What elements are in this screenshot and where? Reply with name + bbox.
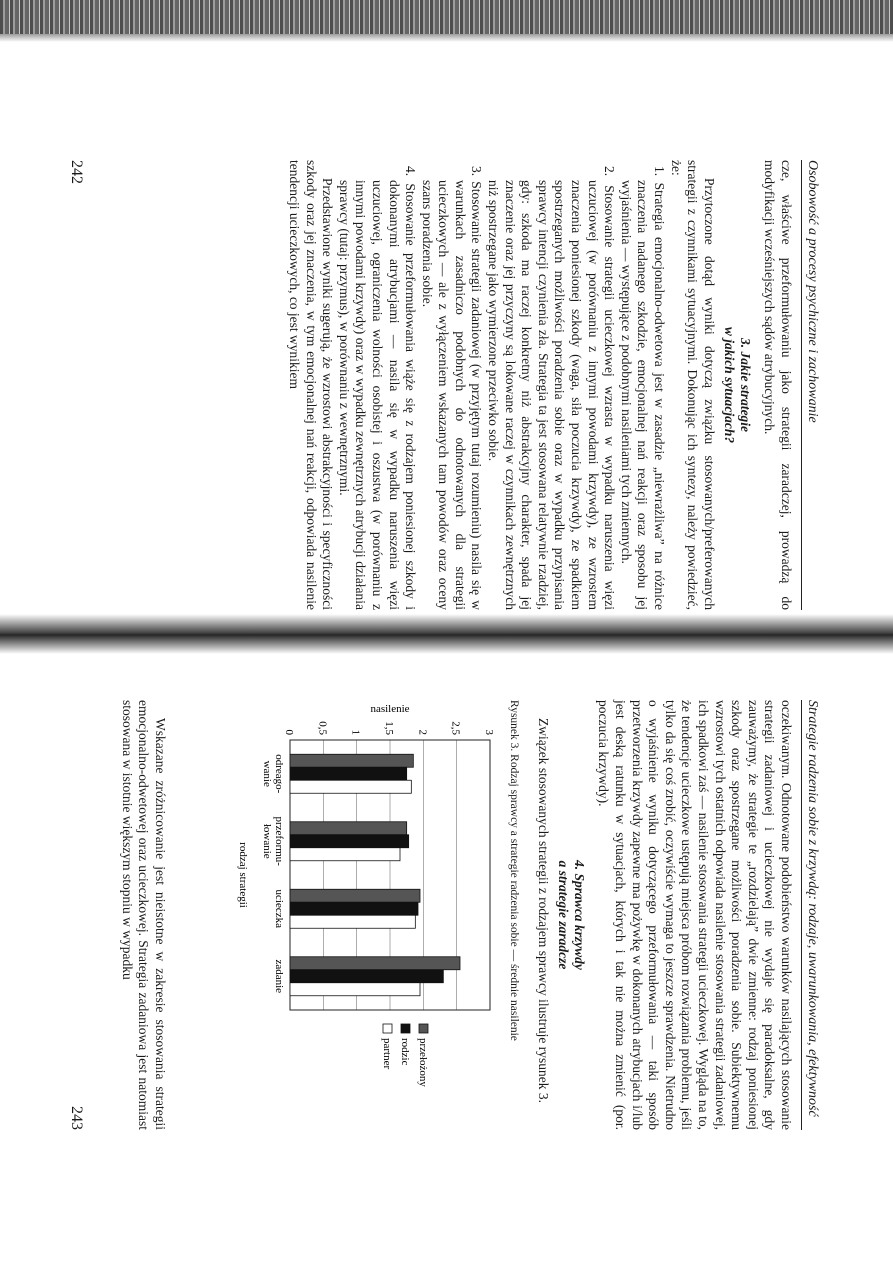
bar-chart <box>182 700 502 1130</box>
x-tick-label: łowanie <box>261 823 273 859</box>
y-tick-label: 2,5 <box>449 721 462 735</box>
bar <box>290 835 409 848</box>
legend-swatch <box>383 1024 392 1033</box>
paragraph: Wskazane zróżnicowanie jest nieistotne w zakresie stosowania strategii emocjonalno-odwetowej oraz ucieczkowej. Strategia zadaniowa jest natomiast stosowana w istotnie większym stopniu w wypadku <box>119 700 168 1130</box>
bar <box>290 780 411 793</box>
section-title: a strategie zaradcze <box>555 860 571 970</box>
legend-label: rodzic <box>399 1038 411 1066</box>
x-tick-label: zadanie <box>273 959 285 994</box>
running-header: Strategie radzenia sobie z krzywdą: rodzaje, uwarunkowania, efektywność <box>801 700 820 1130</box>
section-number: 3. Jakie strategie <box>737 337 753 433</box>
page-243 <box>60 700 820 1130</box>
y-tick-label: 0 <box>283 729 295 735</box>
paragraph: oczekiwanym. Odnotowane podobieństwo warunków nasilających stosowanie strategii zadaniowej i ucieczkowej nie wydaje się paradoksalne, gdy zauważymy, że strategie te „rozdzielają” dwie zmienne: rodzaj poniesionej szkody oraz spostrzegane możliwości poradzenia sobie. Subiektywnemu wzrostowi tych ostatnich odpowiada nasilenie stosowania strategii zadaniowej, ich spadkowi zaś — nasilenie stosowania strategii ucieczkowej. Wygląda na to, że tendencje ucieczkowe ustępują miejsca próbom rozwiązania problemu, jeśli tylko da się coś zrobić, oczywiście wymaga to jeszcze sprawdzenia. Nietrudno o wyjaśnienie wyniku dotyczącego przeformułowania — taki sposób przetworzenia krzywdy zapewne ma pożywkę w dokonanych atrybucjach i/lub jest deską ratunku w sytuacjach, których i tak nie można zmienić (por. poczucia krzywdy). <box>596 700 794 1130</box>
bar <box>290 754 413 767</box>
page-243-body <box>534 700 794 1130</box>
section-number: 4. Sprawca krzywdy <box>571 860 587 970</box>
page-number: 242 <box>68 160 85 184</box>
running-header: Osobowość a procesy psychiczne i zachowanie <box>801 160 820 610</box>
page-243-body-end <box>118 700 168 1130</box>
y-tick-label: 3 <box>483 729 495 735</box>
paragraph: Związek stosowanych strategii z rodzajem sprawcy ilustruje rysunek 3. <box>535 718 551 1104</box>
bar <box>290 902 418 915</box>
page-242 <box>60 160 820 610</box>
page-number: 243 <box>68 1106 85 1130</box>
page-fold-shadow <box>0 614 893 654</box>
legend-label: przełożony <box>417 1038 429 1087</box>
y-tick-label: 1 <box>349 729 362 735</box>
legend-swatch <box>419 1024 428 1033</box>
section-title: w jakich sytuacjach? <box>721 326 737 444</box>
scan-shadow-top <box>0 34 893 42</box>
x-axis-label: rodzaj strategii <box>237 842 249 908</box>
y-tick-label: 1,5 <box>383 721 395 735</box>
list-item: 2. Stosowanie strategii ucieczkowej wzrasta w wypadku naruszenia więzi uczuciowej (w porównaniu z innymi powodami krzywdy), ze wzrostem znaczenia poniesionej szkody (waga, siła poczucia krzywdy), ze spadkiem spostrzeganych możliwości poradzenia sobie oraz w wypadku przypisania sprawcy intencji czynienia zła. Strategia ta jest stosowana relatywnie rzadziej, gdy: szkoda ma raczej konkretny niż abstrakcyjny charakter, spada jej znaczenie oraz jej przyczyny są lokowane raczej w czynnikach zewnętrznych niż spostrzegane jako wymierzone przeciwko sobie. <box>486 166 618 610</box>
page-242-body <box>285 160 794 610</box>
scan-border-top <box>0 0 893 34</box>
section-heading <box>555 700 587 1130</box>
x-tick-label: przeformu- <box>273 816 285 866</box>
figure-caption: Rysunek 3. Rodzaj sprawcy a strategie radzenia sobie — średnie nasilenie <box>508 700 520 1041</box>
paragraph: Przytoczone dotąd wyniki dotyczą związku stosowanych/preferowanych strategii z czynnikami sytuacyjnymi. Dokonując ich syntezy, należy powiedzieć, że: <box>668 160 717 610</box>
list-item: 1. Strategia emocjonalno-odwetowa jest w zasadzie „niewrażliwa” na różnice znaczenia nadanego szkodzie, emocjonalnej nań reakcji oraz sposobu jej wyjaśnienia — występujące z podobnymi nasileniami tych zmiennych. <box>618 166 668 610</box>
section-heading <box>721 160 753 610</box>
x-tick-label: odreago- <box>273 754 285 794</box>
y-axis-label: nasilenie <box>370 703 410 715</box>
bar <box>290 848 400 861</box>
paragraph: cze, właściwe przeformułowaniu jako strategii zaradczej, prowadzą do modyfikacji wcześniejszych sądów atrybucyjnych. <box>762 160 794 610</box>
y-tick-label: 0,5 <box>316 721 329 735</box>
bar <box>290 915 415 928</box>
paragraph: Przedstawione wyniki sugerują, że wzrostowi abstrakcyjności i specyficzności szkody oraz jej znaczenia, w tym emocjonalnej nań reakcji, odpowiada nasilenie tendencji ucieczkowych, co jest wynikiem <box>286 160 336 610</box>
bar <box>290 889 420 902</box>
bar <box>290 957 460 970</box>
y-tick-label: 2 <box>416 729 429 735</box>
bar <box>290 983 420 996</box>
x-tick-label: ucieczka <box>273 889 285 928</box>
list-item: 3. Stosowanie strategii zadaniowej (w przyjętym tutaj rozumieniu) nasila się w warunkach zasadniczo podobnych do odnotowanych dla strategii ucieczkowych — ale z wyłączeniem wskazanych tam powodów oraz oceny szans poradzenia sobie. <box>419 166 485 610</box>
legend-swatch <box>401 1024 410 1033</box>
bar <box>290 970 443 983</box>
legend-label: partner <box>381 1038 393 1070</box>
x-tick-label: wanie <box>261 760 273 787</box>
list-item: 4. Stosowanie przeformułowania wiąże się z rodzajem poniesionej szkody i dokonanymi atrybucjami — nasila się w wypadku naruszenia więzi uczuciowej, ograniczenia wolności osobistej i oszustwa (w porównaniu z innymi powodami krzywdy) oraz w wypadku zewnętrznych atrybucji działania sprawcy (tutaj: przymus), w porównaniu z wewnętrznymi. <box>336 166 419 610</box>
bar <box>290 767 407 780</box>
bar <box>290 822 407 835</box>
